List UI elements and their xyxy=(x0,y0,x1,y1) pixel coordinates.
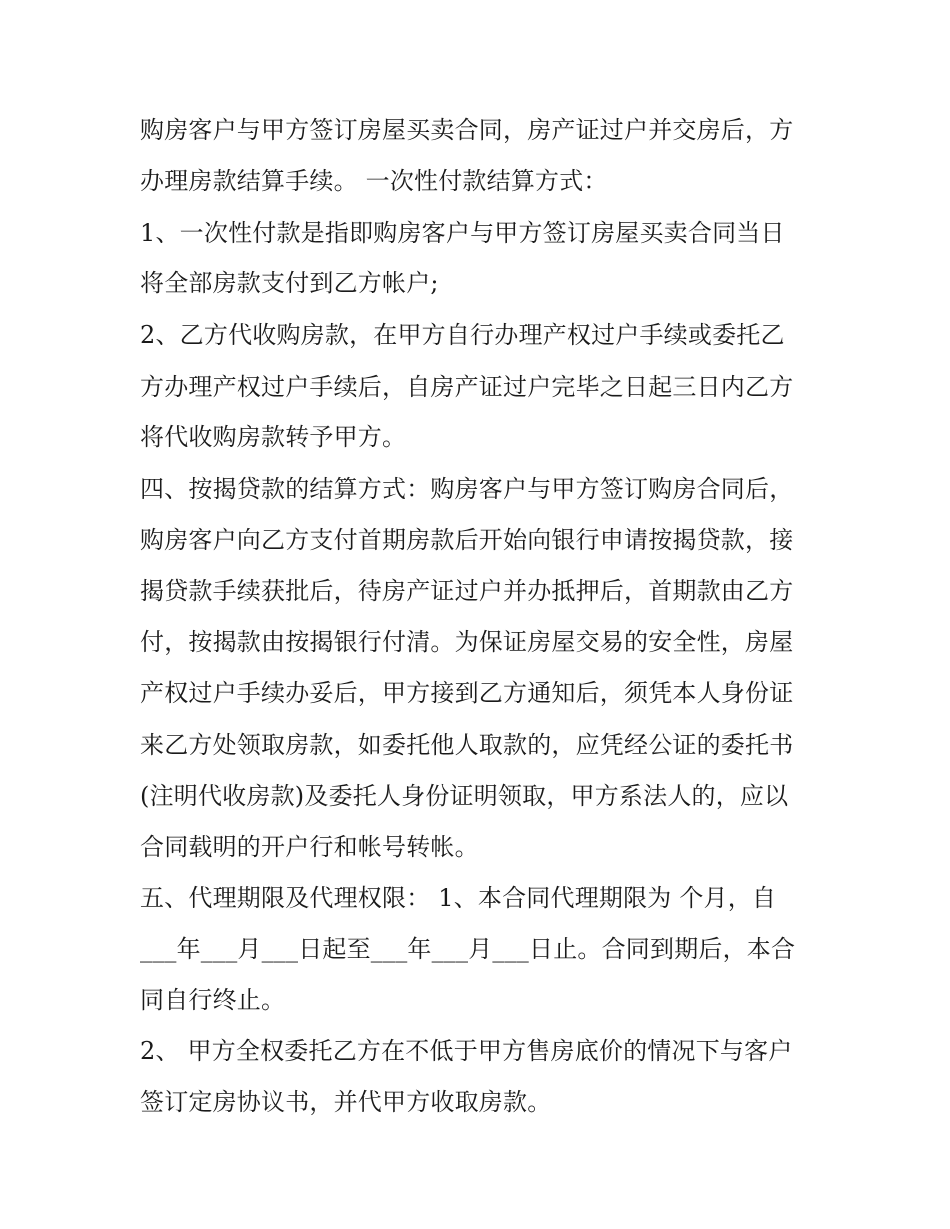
text-line: 五、代理期限及代理权限： 1、本合同代理期限为 个月，自 xyxy=(140,884,777,912)
text-line: 办理房款结算手续。 一次性付款结算方式： xyxy=(140,167,608,195)
text-line: 2、乙方代收购房款，在甲方自行办理产权过户手续或委托乙 xyxy=(140,321,785,349)
text-line: 方办理产权过户手续后，自房产证过户完毕之日起三日内乙方 xyxy=(140,373,794,401)
text-line: 同自行终止。 xyxy=(140,986,286,1014)
text-line: 产权过户手续办妥后，甲方接到乙方通知后，须凭本人身份证 xyxy=(140,679,794,707)
text-line: 揭贷款手续获批后，待房产证过户并办抵押后，首期款由乙方 xyxy=(140,577,794,605)
text-line: 签订定房协议书，并代甲方收取房款。 xyxy=(140,1088,552,1116)
text-line: 合同载明的开户行和帐号转帐。 xyxy=(140,833,479,861)
text-line: 将全部房款支付到乙方帐户; xyxy=(140,269,439,297)
text-line: ___年___月___日起至___年___月___日止。合同到期后，本合 xyxy=(140,935,796,963)
text-line: 1、一次性付款是指即购房客户与甲方签订房屋买卖合同当日 xyxy=(140,219,785,247)
text-line: (注明代收房款)及委托人身份证明领取，甲方系法人的，应以 xyxy=(140,782,789,810)
text-line: 四、按揭贷款的结算方式：购房客户与甲方签订购房合同后， xyxy=(140,475,794,503)
text-line: 将代收购房款转予甲方。 xyxy=(140,423,407,451)
text-line: 来乙方处领取房款，如委托他人取款的，应凭经公证的委托书 xyxy=(140,731,794,759)
text-line: 2、 甲方全权委托乙方在不低于甲方售房底价的情况下与客户 xyxy=(140,1037,793,1065)
text-line: 购房客户与甲方签订房屋买卖合同，房产证过户并交房后，方 xyxy=(140,116,794,144)
text-line: 付，按揭款由按揭银行付清。为保证房屋交易的安全性，房屋 xyxy=(140,628,794,656)
text-line: 购房客户向乙方支付首期房款后开始向银行申请按揭贷款，接 xyxy=(140,526,794,554)
